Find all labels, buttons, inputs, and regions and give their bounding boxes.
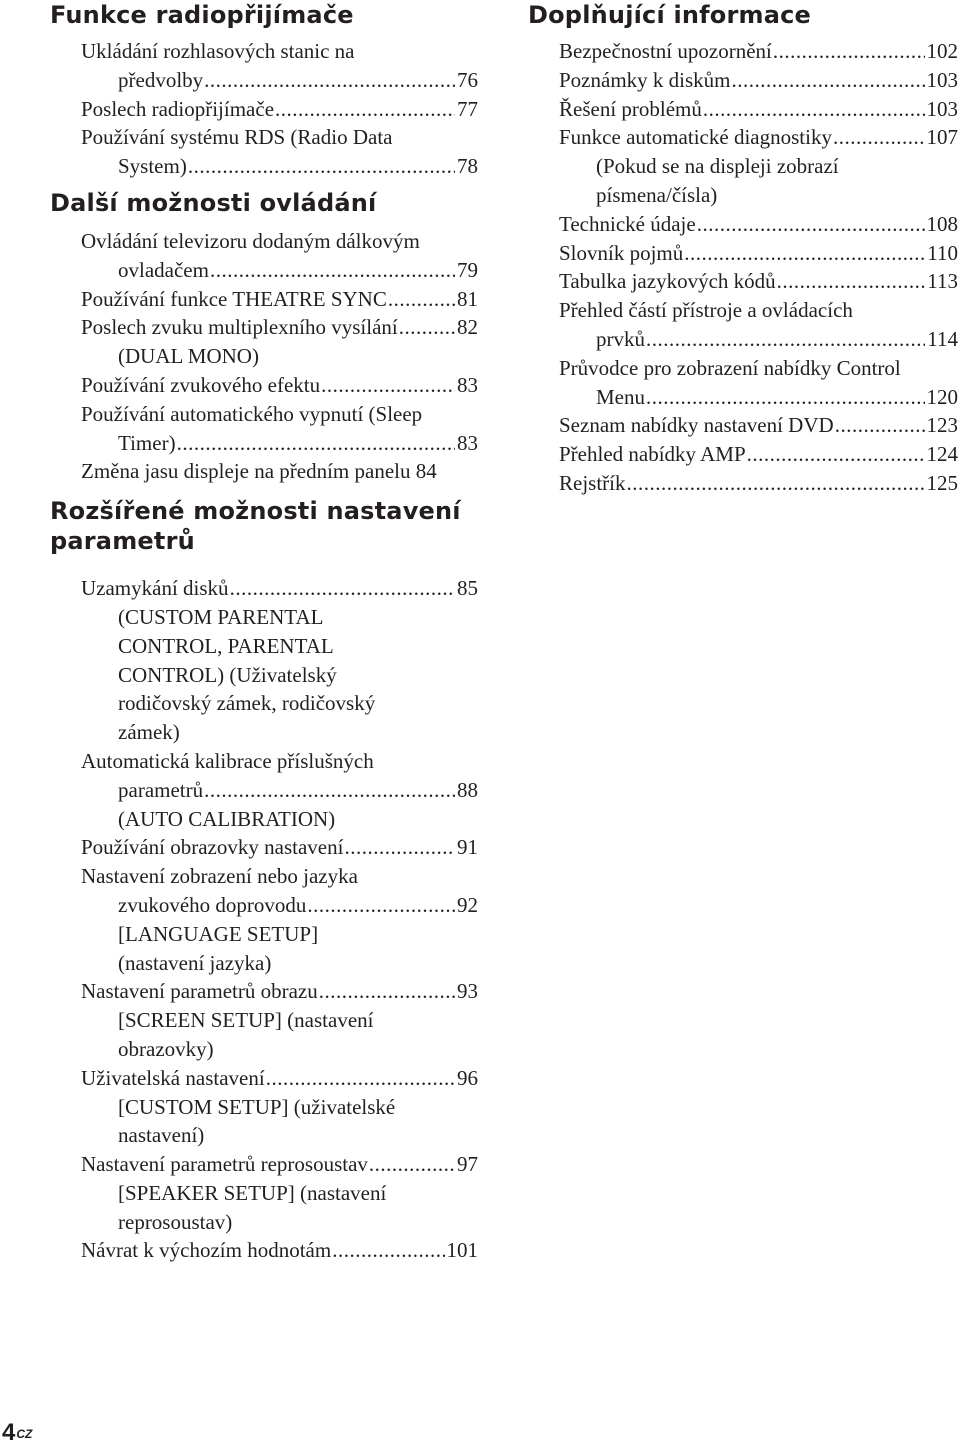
dot-leader xyxy=(697,210,925,239)
toc-right-column xyxy=(528,0,958,498)
dot-leader xyxy=(777,267,926,296)
toc-entry-link[interactable] xyxy=(50,1064,478,1093)
page-number: 85 xyxy=(457,576,478,601)
page-number: 81 xyxy=(457,286,478,311)
entry-text: zvukového doprovodu xyxy=(118,892,307,917)
dot-leader xyxy=(684,239,925,268)
entry-text: Návrat k výchozím hodnotám xyxy=(81,1238,332,1263)
entry-text: Seznam nabídky nastavení DVD xyxy=(559,413,834,438)
dot-leader xyxy=(747,440,925,469)
dot-leader xyxy=(773,37,925,66)
toc-list-radio xyxy=(50,37,478,181)
toc-entry-link[interactable] xyxy=(528,210,958,239)
toc-entry: (DUAL MONO) xyxy=(118,344,259,369)
section-heading-additional-info: Doplňující informace xyxy=(528,1,812,29)
toc-entry: (nastavení jazyka) xyxy=(118,950,272,975)
toc-list-additional-info xyxy=(528,37,958,498)
page-number: 108 xyxy=(926,211,958,236)
page-number: 83 xyxy=(457,372,478,397)
entry-text: Přehled nabídky AMP xyxy=(559,442,746,467)
page-number: 78 xyxy=(457,154,478,179)
dot-leader xyxy=(204,66,455,95)
toc-entry: Nastavení zobrazení nebo jazyka xyxy=(81,864,358,889)
toc-entry: rodičovský zámek, rodičovský xyxy=(118,691,376,716)
toc-entry-link[interactable] xyxy=(50,152,478,181)
section-heading-radio: Funkce radiopřijímače xyxy=(50,1,354,29)
entry-text: prvků xyxy=(596,326,645,351)
toc-entry-link[interactable] xyxy=(50,285,478,314)
page-number: 96 xyxy=(457,1065,478,1090)
entry-text: Nastavení parametrů reprosoustav xyxy=(81,1152,368,1177)
dot-leader xyxy=(627,469,925,498)
toc-entry-link[interactable] xyxy=(50,776,478,805)
toc-entry: zámek) xyxy=(118,720,180,745)
toc-entry-link[interactable] xyxy=(528,469,958,498)
toc-entry: Přehled částí přístroje a ovládacích xyxy=(559,298,853,323)
entry-text: Slovník pojmů xyxy=(559,240,684,265)
toc-entry: CONTROL, PARENTAL xyxy=(118,633,334,658)
entry-text: System) xyxy=(118,154,187,179)
toc-entry-link[interactable] xyxy=(50,891,478,920)
toc-left-column xyxy=(50,0,478,1265)
language-code: CZ xyxy=(16,1427,33,1441)
dot-leader xyxy=(230,574,455,603)
page-number: 103 xyxy=(926,67,958,92)
toc-list-controls xyxy=(50,227,478,486)
dot-leader xyxy=(177,429,455,458)
dot-leader xyxy=(388,285,455,314)
toc-entry-link[interactable] xyxy=(50,429,478,458)
entry-text: Funkce automatické diagnostiky xyxy=(559,125,832,150)
toc-entry-link[interactable] xyxy=(50,66,478,95)
page-number: 76 xyxy=(457,67,478,92)
toc-entry-link[interactable] xyxy=(528,411,958,440)
toc-entry: obrazovky) xyxy=(118,1036,214,1061)
entry-text: Tabulka jazykových kódů xyxy=(559,269,776,294)
toc-entry: CONTROL) (Uživatelský xyxy=(118,662,337,687)
toc-entry: Ovládání televizoru dodaným dálkovým xyxy=(81,228,420,253)
entry-text: Používání funkce THEATRE SYNC xyxy=(81,286,387,311)
entry-text: Menu xyxy=(596,384,645,409)
entry-text: Používání obrazovky nastavení xyxy=(81,835,344,860)
toc-entry-link[interactable] xyxy=(528,95,958,124)
toc-entry: nastavení) xyxy=(118,1123,205,1148)
toc-entry-link[interactable] xyxy=(528,239,958,268)
entry-text: Uživatelská nastavení xyxy=(81,1065,265,1090)
entry-text: Poznámky k diskům xyxy=(559,67,731,92)
toc-entry-link[interactable]: Změna jasu displeje na předním panelu 84 xyxy=(81,459,437,484)
toc-list-advanced-setup xyxy=(50,574,478,1265)
entry-text: Poslech zvuku multiplexního vysílání xyxy=(81,315,398,340)
toc-entry-link[interactable] xyxy=(528,66,958,95)
section-heading-controls: Další možnosti ovládání xyxy=(50,188,377,217)
page-number: 79 xyxy=(457,257,478,282)
page-number: 101 xyxy=(446,1238,478,1263)
dot-leader xyxy=(307,891,455,920)
toc-entry-link[interactable] xyxy=(528,383,958,412)
toc-entry-link[interactable] xyxy=(528,123,958,152)
toc-entry: [CUSTOM SETUP] (uživatelské xyxy=(118,1094,396,1119)
entry-text: Uzamykání disků xyxy=(81,576,229,601)
heading-line: Rozšířené možnosti nastavení xyxy=(50,497,461,526)
page-number: 107 xyxy=(926,125,958,150)
toc-entry: [SPEAKER SETUP] (nastavení xyxy=(118,1180,387,1205)
dot-leader xyxy=(646,325,925,354)
toc-entry: [LANGUAGE SETUP] xyxy=(118,921,319,946)
dot-leader xyxy=(732,66,925,95)
page-number: 114 xyxy=(927,326,958,351)
toc-entry-link[interactable] xyxy=(50,256,478,285)
page-number: 125 xyxy=(926,470,958,495)
page-number: 110 xyxy=(927,240,958,265)
dot-leader xyxy=(399,313,455,342)
toc-entry-link[interactable] xyxy=(528,267,958,296)
dot-leader xyxy=(833,123,925,152)
entry-text: Bezpečnostní upozornění xyxy=(559,39,772,63)
toc-entry: (CUSTOM PARENTAL xyxy=(118,604,324,629)
dot-leader xyxy=(210,256,455,285)
toc-entry-link[interactable] xyxy=(50,313,478,342)
toc-entry: Průvodce pro zobrazení nabídky Control xyxy=(559,355,901,380)
page-number: 97 xyxy=(457,1152,478,1177)
dot-leader xyxy=(275,95,455,124)
toc-entry-link[interactable] xyxy=(50,574,478,603)
section-heading-advanced-setup xyxy=(50,496,478,556)
dot-leader xyxy=(835,411,925,440)
toc-entry-link[interactable] xyxy=(50,977,478,1006)
toc-entry: reprosoustav) xyxy=(118,1209,233,1234)
dot-leader xyxy=(344,833,455,862)
toc-entry: Používání systému RDS (Radio Data xyxy=(81,125,393,150)
toc-entry: (Pokud se na displeji zobrazí xyxy=(596,154,839,179)
page-number: 120 xyxy=(926,384,958,409)
toc-entry: písmena/čísla) xyxy=(596,182,718,207)
page-number-footer: 4 xyxy=(2,1419,16,1446)
dot-leader xyxy=(188,152,455,181)
page-number: 77 xyxy=(457,96,478,121)
toc-entry: Automatická kalibrace příslušných xyxy=(81,748,374,773)
page-number: 113 xyxy=(927,269,958,294)
page-number: 91 xyxy=(457,835,478,860)
toc-entry-link[interactable] xyxy=(528,37,958,66)
toc-entry: (AUTO CALIBRATION) xyxy=(118,806,336,831)
dot-leader xyxy=(646,383,925,412)
toc-entry-link[interactable] xyxy=(50,833,478,862)
toc-entry: Ukládání rozhlasových stanic na xyxy=(81,39,355,63)
page-footer xyxy=(2,1419,32,1447)
dot-leader xyxy=(204,776,455,805)
page-number: 124 xyxy=(926,442,958,467)
toc-entry-link[interactable] xyxy=(528,325,958,354)
entry-text: Používání zvukového efektu xyxy=(81,372,321,397)
entry-text: Nastavení parametrů obrazu xyxy=(81,979,318,1004)
page-number: 88 xyxy=(457,777,478,802)
dot-leader xyxy=(319,977,455,1006)
entry-text: Rejstřík xyxy=(559,470,626,495)
toc-entry: Používání automatického vypnutí (Sleep xyxy=(81,401,423,426)
toc-entry-link[interactable] xyxy=(50,95,478,124)
toc-entry-link[interactable] xyxy=(50,1236,478,1265)
page-number: 103 xyxy=(926,96,958,121)
toc-entry-link[interactable] xyxy=(528,440,958,469)
dot-leader xyxy=(266,1064,455,1093)
heading-line: parametrů xyxy=(50,527,195,556)
entry-text: předvolby xyxy=(118,67,204,92)
dot-leader xyxy=(332,1236,444,1265)
toc-entry: [SCREEN SETUP] (nastavení xyxy=(118,1008,374,1033)
toc-entry-link[interactable] xyxy=(50,371,478,400)
page-number: 83 xyxy=(457,430,478,455)
dot-leader xyxy=(703,95,925,124)
page-number: 102 xyxy=(926,39,958,63)
entry-text: Technické údaje xyxy=(559,211,696,236)
entry-text: Poslech radiopřijímače xyxy=(81,96,275,121)
entry-text: Řešení problémů xyxy=(559,96,702,121)
entry-text: Timer) xyxy=(118,430,176,455)
page-number: 123 xyxy=(926,413,958,438)
toc-entry-link[interactable] xyxy=(50,1150,478,1179)
dot-leader xyxy=(369,1150,455,1179)
entry-text: parametrů xyxy=(118,777,204,802)
page-number: 92 xyxy=(457,892,478,917)
page-number: 82 xyxy=(457,315,478,340)
page-number: 93 xyxy=(457,979,478,1004)
entry-text: ovladačem xyxy=(118,257,209,282)
dot-leader xyxy=(321,371,455,400)
